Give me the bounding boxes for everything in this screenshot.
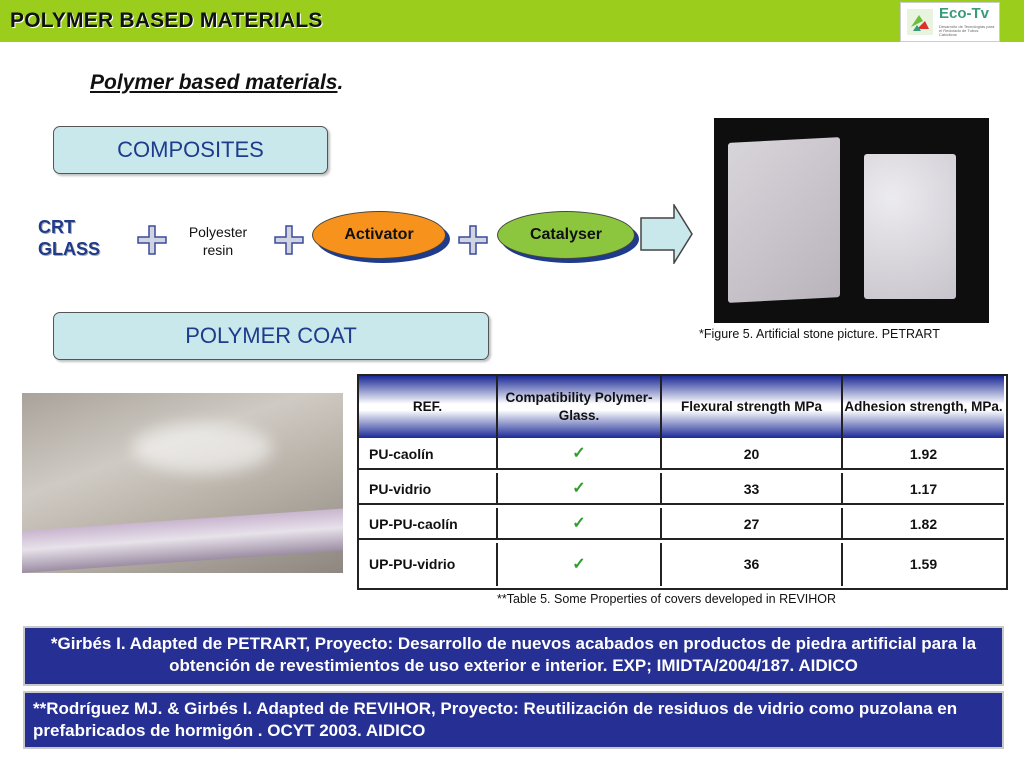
crt-label-line2: GLASS: [38, 239, 101, 259]
logo-subtitle: Desarrollo de Tecnologías para el Reciclado de Tubos Catódicos: [939, 24, 995, 37]
artificial-stone-photo: [714, 118, 989, 323]
table-header-compatibility: Compatibility Polymer- Glass.: [498, 376, 662, 438]
header-bar: [0, 0, 1024, 42]
slab-edge: [22, 509, 343, 573]
figure-caption: *Figure 5. Artificial stone picture. PETRART: [699, 327, 940, 341]
crt-glass-label: [38, 216, 100, 260]
table-header-flexural: Flexural strength MPa: [662, 376, 843, 438]
check-icon: ✓: [498, 438, 662, 470]
slab-reflection: [132, 423, 272, 473]
stone-slab-right: [864, 154, 956, 299]
check-icon: ✓: [498, 473, 662, 505]
subtitle-period: .: [337, 71, 344, 94]
check-icon: ✓: [498, 543, 662, 586]
polyester-resin-label: [180, 223, 256, 259]
table-cell-adhesion: 1.82: [843, 508, 1004, 540]
stone-slab-left: [728, 137, 840, 303]
table-cell-adhesion: 1.17: [843, 473, 1004, 505]
logo-name: Eco-Tv: [939, 5, 990, 22]
catalyser-ellipse: Catalyser: [497, 211, 635, 259]
resin-line1: Polyester: [188, 224, 248, 240]
recycle-icon: [905, 7, 935, 37]
table-cell-flexural: 36: [662, 543, 843, 586]
eco-tv-logo: [900, 2, 1000, 42]
table-caption: **Table 5. Some Properties of covers developed in REVIHOR: [497, 592, 837, 606]
table-cell-flexural: 27: [662, 508, 843, 540]
reference-note-revihor: **Rodríguez MJ. & Girbés I. Adapted de REVIHOR, Proyecto: Reutilización de residuos de vidrio como puzolana en prefabricados de hormigón . OCYT 2003. AIDICO: [23, 691, 1004, 749]
table-cell-flexural: 20: [662, 438, 843, 470]
reference-note-petrart: *Girbés I. Adapted de PETRART, Proyecto: Desarrollo de nuevos acabados en productos de piedra artificial para la obtención de revestimientos de uso exterior e interior. EXP; IMIDTA/2004/187. AIDICO: [23, 626, 1004, 686]
plus-icon: [455, 222, 491, 258]
table-cell-ref: PU-caolín: [359, 438, 498, 470]
subtitle-text: Polymer based materials: [90, 71, 338, 94]
table-cell-ref: PU-vidrio: [359, 473, 498, 505]
polymer-coat-photo: [22, 393, 343, 573]
table-cell-ref: UP-PU-caolín: [359, 508, 498, 540]
section-subtitle: [90, 71, 343, 95]
polymer-coat-box: POLYMER COAT: [53, 312, 489, 360]
properties-table: [357, 374, 1008, 590]
table-cell-ref: UP-PU-vidrio: [359, 543, 498, 586]
plus-icon: [134, 222, 170, 258]
table-cell-flexural: 33: [662, 473, 843, 505]
resin-line2: resin: [202, 242, 234, 258]
table-header-adhesion: Adhesion strength, MPa.: [843, 376, 1004, 438]
composites-box: COMPOSITES: [53, 126, 328, 174]
right-arrow-icon: [640, 204, 694, 264]
crt-label-line1: CRT: [38, 217, 75, 237]
plus-icon: [271, 222, 307, 258]
table-cell-adhesion: 1.59: [909, 556, 938, 572]
check-icon: ✓: [498, 508, 662, 540]
table-cell-adhesion: 1.92: [843, 438, 1004, 470]
slide-title: POLYMER BASED MATERIALS: [10, 9, 323, 32]
table-header-ref: REF.: [359, 376, 498, 438]
activator-ellipse: Activator: [312, 211, 446, 259]
